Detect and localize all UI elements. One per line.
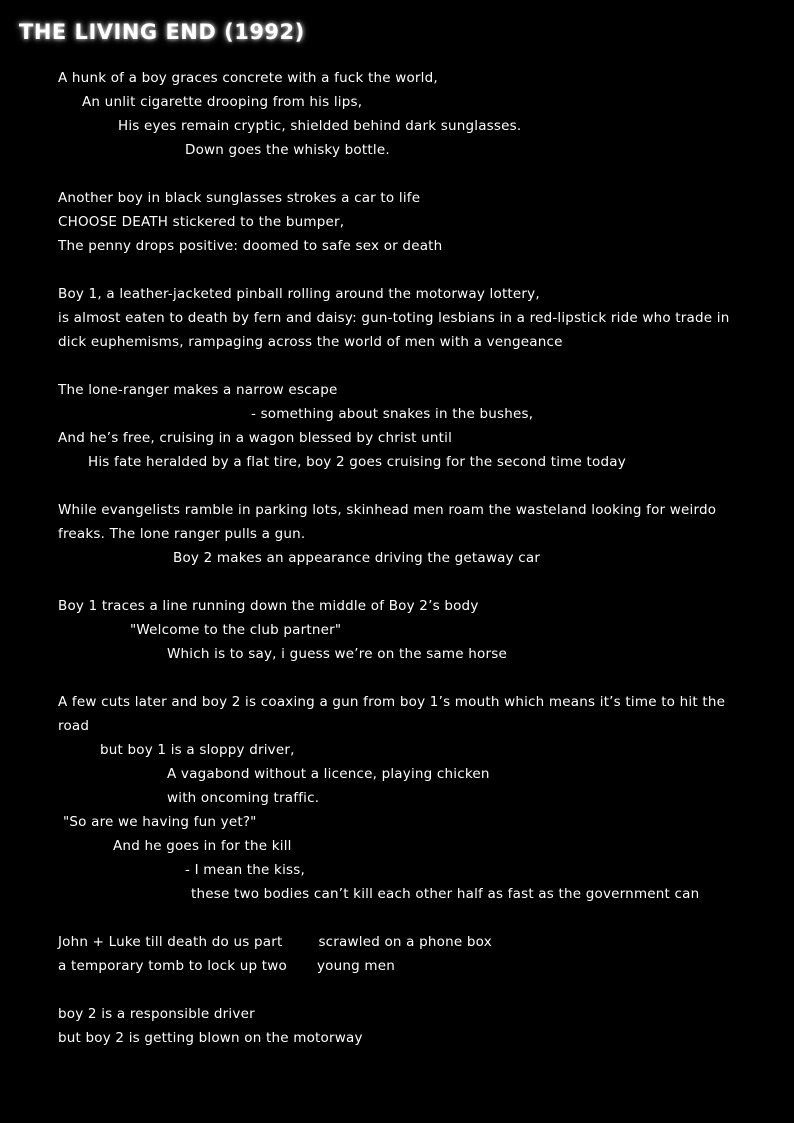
poem-line: "So are we having fun yet?" (63, 814, 257, 830)
stanza-break (58, 570, 748, 594)
poem-line: The lone-ranger makes a narrow escape (58, 382, 338, 398)
poem-line: His eyes remain cryptic, shielded behind dark sunglasses. (118, 118, 522, 134)
stanza-break (58, 162, 748, 186)
poem-line: Down goes the whisky bottle. (185, 142, 390, 158)
poem-line: CHOOSE DEATH stickered to the bumper, (58, 214, 345, 230)
poem-line: but boy 2 is getting blown on the motorway (58, 1030, 363, 1046)
poem-line: His fate heralded by a flat tire, boy 2 goes cruising for the second time today (88, 454, 626, 470)
poem-line: with oncoming traffic. (167, 790, 320, 806)
poem-line: While evangelists ramble in parking lots, skinhead men roam the wasteland looking for weirdo freaks. The lone ranger pulls a gun. (58, 502, 717, 542)
poem-line: Boy 1 traces a line running down the middle of Boy 2’s body (58, 598, 479, 614)
poem-line: - I mean the kiss, (185, 862, 305, 878)
poem-line: And he goes in for the kill (113, 838, 292, 854)
poem-line: A vagabond without a licence, playing chicken (167, 766, 490, 782)
poem-line: Boy 2 makes an appearance driving the getaway car (173, 550, 541, 566)
poem-line: A hunk of a boy graces concrete with a fuck the world, (58, 70, 438, 86)
poem-line: is almost eaten to death by fern and daisy: gun-toting lesbians in a red-lipstick ride who trade in dick euphemisms, rampaging across the world of men with a vengeance (58, 310, 730, 350)
poem-fragment: John + Luke till death do us part (58, 934, 283, 950)
page-title: THE LIVING END (1992) (19, 20, 305, 44)
stanza-break (58, 978, 748, 1002)
poem-line: but boy 1 is a sloppy driver, (100, 742, 295, 758)
poem-fragment: scrawled on a phone box (318, 934, 492, 950)
poem-line: "Welcome to the club partner" (130, 622, 342, 638)
poem-line: these two bodies can’t kill each other half as fast as the government can (191, 886, 700, 902)
poem-line (58, 930, 748, 954)
stanza-break (58, 258, 748, 282)
poem-line: Which is to say, i guess we’re on the same horse (167, 646, 507, 662)
poem-body (58, 66, 748, 1050)
stanza-break (58, 354, 748, 378)
poem-fragment: young men (316, 958, 396, 974)
poem-line: A few cuts later and boy 2 is coaxing a gun from boy 1’s mouth which means it’s time to hit the road (58, 694, 726, 734)
poem-line: - something about snakes in the bushes, (251, 406, 534, 422)
poem-line: The penny drops positive: doomed to safe sex or death (58, 238, 443, 254)
stanza-break (58, 666, 748, 690)
poem-line: Boy 1, a leather-jacketed pinball rolling around the motorway lottery, (58, 286, 540, 302)
poem-fragment: a temporary tomb to lock up two (58, 958, 287, 974)
stanza-break (58, 906, 748, 930)
poem-line: And he’s free, cruising in a wagon blessed by christ until (58, 430, 453, 446)
poem-line (58, 954, 748, 978)
poem-line: boy 2 is a responsible driver (58, 1006, 255, 1022)
poem-line: Another boy in black sunglasses strokes a car to life (58, 190, 421, 206)
poem-line: An unlit cigarette drooping from his lips, (82, 94, 363, 110)
stanza-break (58, 474, 748, 498)
